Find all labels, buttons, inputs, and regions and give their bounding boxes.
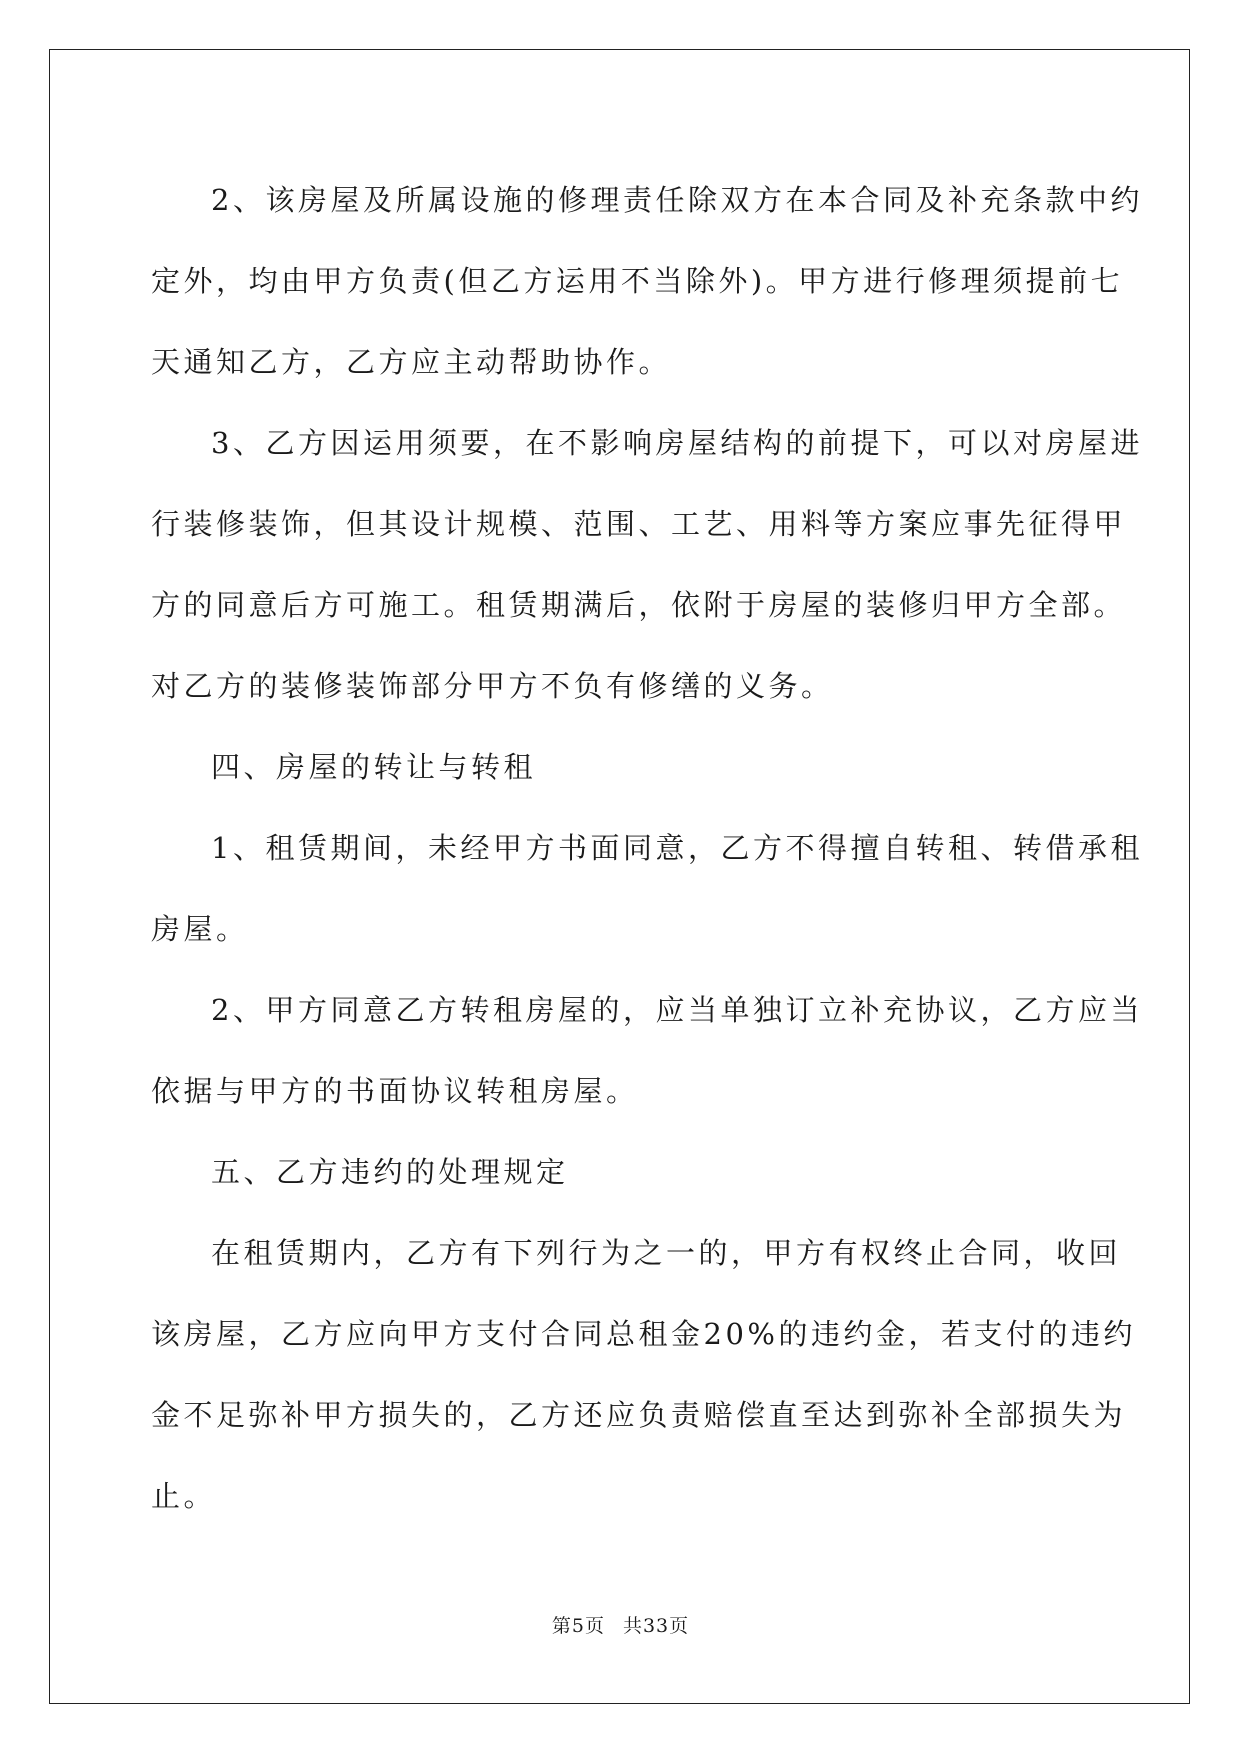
paragraph-line: 该房屋，乙方应向甲方支付合同总租金20%的违约金，若支付的违约: [151, 1317, 1136, 1351]
paragraph-line: 在租赁期内，乙方有下列行为之一的，甲方有权终止合同，收回: [211, 1236, 1122, 1270]
paragraph: [151, 1132, 1095, 1213]
paragraph: [151, 808, 1143, 970]
page-number: 第5页: [551, 1615, 605, 1637]
paragraph-line: 定外，均由甲方负责(但乙方运用不当除外)。甲方进行修理须提前七: [151, 264, 1124, 298]
paragraph: [151, 160, 1143, 403]
paragraph-line: 对乙方的装修装饰部分甲方不负有修缮的义务。: [151, 669, 834, 703]
paragraph-line: 方的同意后方可施工。租赁期满后，依附于房屋的装修归甲方全部。: [151, 588, 1127, 622]
paragraph: [151, 1213, 1136, 1537]
paragraph-line: 3、乙方因运用须要，在不影响房屋结构的前提下，可以对房屋进: [211, 426, 1143, 460]
paragraph-line: 金不足弥补甲方损失的，乙方还应负责赔偿直至达到弥补全部损失为: [151, 1398, 1127, 1432]
paragraph: [151, 727, 1095, 808]
paragraph-line: 1、租赁期间，未经甲方书面同意，乙方不得擅自转租、转借承租: [211, 831, 1143, 865]
paragraph-line: 2、该房屋及所属设施的修理责任除双方在本合同及补充条款中约: [211, 183, 1143, 217]
paragraph-line: 五、乙方违约的处理规定: [211, 1155, 569, 1189]
paragraph-line: 房屋。: [151, 912, 249, 946]
paragraph-line: 止。: [151, 1479, 217, 1513]
document-body: [151, 160, 1143, 1537]
page-total: 共33页: [622, 1615, 690, 1637]
page-footer: [0, 1611, 1241, 1638]
paragraph-line: 天通知乙方，乙方应主动帮助协作。: [151, 345, 672, 379]
paragraph-line: 2、甲方同意乙方转租房屋的，应当单独订立补充协议，乙方应当: [211, 993, 1143, 1027]
paragraph: [151, 403, 1143, 727]
paragraph-line: 依据与甲方的书面协议转租房屋。: [151, 1074, 639, 1108]
paragraph: [151, 970, 1143, 1132]
paragraph-line: 四、房屋的转让与转租: [211, 750, 537, 784]
paragraph-line: 行装修装饰，但其设计规模、范围、工艺、用料等方案应事先征得甲: [151, 507, 1127, 541]
